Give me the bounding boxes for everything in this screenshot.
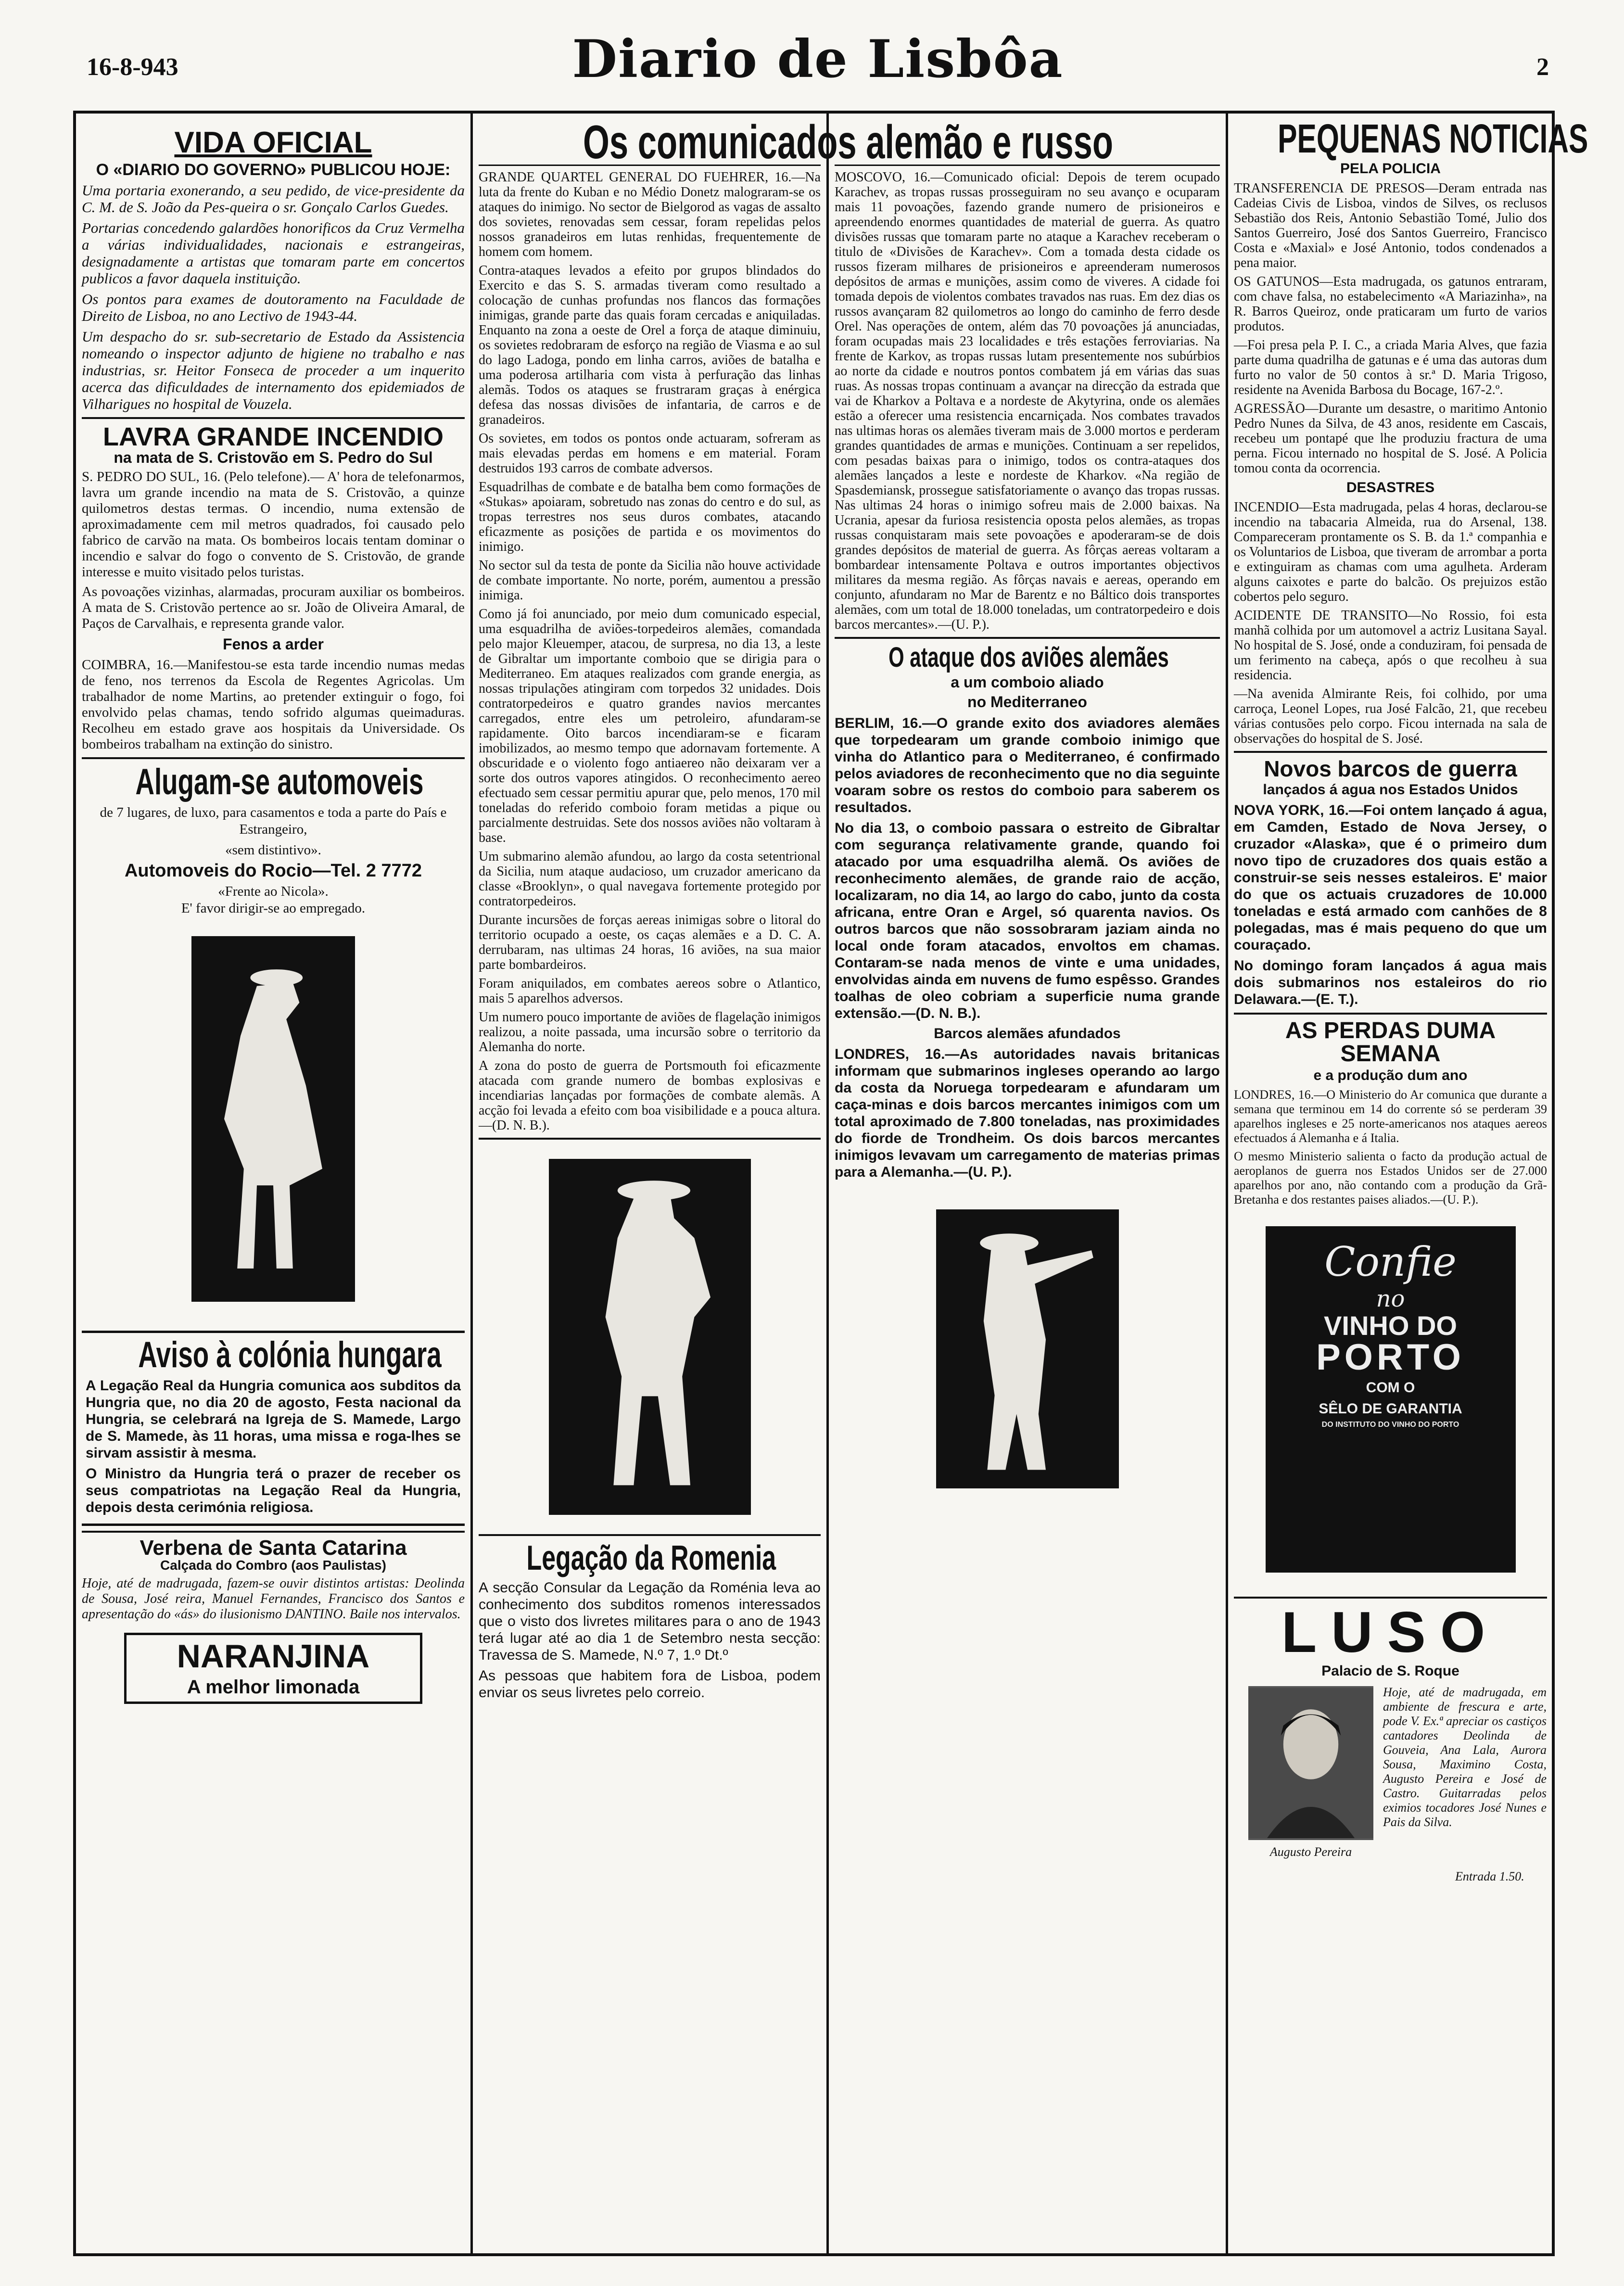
vida-p4: Um despacho do sr. sub-secretario de Estado da Assistencia nomeando o inspector adjunto de higiene no trabalho e nas industrias, sr. Heitor Fonseca de proceder a um inquerito acerca das dificuldades de internamento dos epidemiados de Vilharigues no hospital de Vouzela.	[82, 328, 465, 412]
alugam-phone: Automoveis do Rocio—Tel. 2 7772	[124, 861, 422, 881]
de-communique-p10: Um numero pouco importante de aviões de flagelação inimigos realizou, a noite passada, uma incursão sobre o territorio da Alemanha do norte.	[479, 1010, 821, 1054]
pequenas-p4: AGRESSÃO—Durante um desastre, o maritimo Antonio Pedro Nunes da Silva, de 43 anos, residente em Cascais, recebeu um pontapé que lhe produziu fractura de uma perna. Ficou internado no hospital de S. José. A Policia tomou conta da ocorrencia.	[1234, 401, 1547, 476]
perdas-heading: AS PERDAS DUMA SEMANA	[1285, 1018, 1496, 1067]
de-communique-p3: Os sovietes, em todos os pontos onde actuaram, sofreram as mais elevadas perdas em homens e em material. Foram destruidos 193 carros de combate adversos.	[479, 431, 821, 476]
barcos-p2: No domingo foram lançados á agua mais dois submarinos nos estaleiros do rio Delawara.—(E. T.).	[1234, 958, 1547, 1007]
aviso-heading	[86, 1334, 461, 1375]
aviso-p1: A Legação Real da Hungria comunica aos subditos da Hungria que, no dia 20 de agosto, Festa nacional da Hungria, se celebrará na Igreja de S. Mamede, Largo de S. Mamede, às 11 horas, uma missa e roga-lhes se sirvam assistir à mesma.	[86, 1378, 461, 1461]
ataque-sub1: a um comboio aliado	[951, 673, 1104, 691]
comunicados-heading-wrap	[470, 115, 1226, 168]
ru-communique-p1: MOSCOVO, 16.—Comunicado oficial: Depois de terem ocupado Karachev, as tropas russas prosseguiram no seu avanço e ocuparam mais 11 povoações, fazendo grande numero de prisioneiros e apreendendo enormes quantidades de material de guerra. As quatro divisões russas que tomaram parte no ataque a Karachev receberam o titulo de «Divisões de Karachev». Com a tomada desta cidade os russos fizeram milhares de prisioneiros e apreenderam numerosos depósitos de armas e munições, assim como de viveres. A cidade foi tomada depois de violentos combates travados nas ruas. Em dez dias os russos avançaram 82 quilometros ao longo do caminho de ferro desde Orel. Nas operações de ontem, além das 70 povoações já anunciadas, foram ocupadas mais 23 localidades e três estações ferroviarias. Na frente de Karkov, as tropas russas lutam presentemente nos subúrbios ao norte da cidade e noutros pontos combatem já em várias das suas ruas. As nossas tropas continuam a avançar na direcção da estrada que vai de Kharkov a Poltava e a nordeste de Akytyrina, onde os alemães estão a oferecer uma resistencia encarniçada. Nos combates travados nas ultimas horas os alemães tiveram mais de 3.000 mortos e perderam grandes quantidades de armas e munições. Continuam a ser repelidos, com pesadas baixas para o inimigo, todos os contra-ataques dos alemães lançados a leste e nordeste de Kharkov. «Na região de Spasdemiansk, prossegue satisfatoriamente o avanço das tropas russas. Nas ultimas 24 horas o inimigo sofreu mais de 2.000 baixas. Na Ucrania, apesar da furiosa resistencia oposta pelos alemães, as tropas russas conquistaram mais sete povoações e apoderaram-se de dois grandes depósitos de material de guerra. As fôrças aereas voltaram a bombardear intensamente Poltava e outros importantes objectivos militares da mesma região. As fôrças navais e aereas, operando em conjunto, afundaram no Mar de Barentz e no Báltico dois transportes alemães, com um total de 18.000 toneladas, um contratorpedeiro e dois barcos mercantes».—(U. P.).	[835, 170, 1220, 632]
alugam-heading	[82, 764, 465, 800]
alugam-note: E' favor dirigir-se ao empregado.	[181, 901, 366, 916]
newspaper-title: Diario de Lisbôa	[572, 29, 1064, 89]
cloaked-figure-icon	[191, 936, 355, 1302]
divider	[479, 1138, 821, 1140]
luso-venue: Palacio de S. Roque	[1321, 1663, 1459, 1679]
pequenas-heading	[1234, 116, 1588, 161]
pequenas-p7: —Na avenida Almirante Reis, foi colhido, por uma carroça, Leonel Lopes, rua José Falcão, 21, que recebeu várias contusões pelo corpo. Ficou internada na sala de observações do hospital de S. José.	[1234, 686, 1547, 746]
porto-line-1: Confie	[1324, 1238, 1457, 1285]
de-communique-p9: Foram aniquilados, em combates aereos sobre o Atlantico, mais 5 aparelhos adversos.	[479, 976, 821, 1006]
luso-caption: Augusto Pereira	[1269, 1845, 1352, 1859]
de-communique-p7: Um submarino alemão afundou, ao largo da costa setentrional da Sicilia, num ataque audacioso, um cruzador americano da classe «Brooklyn», o qual navegava fortemente protegido por contratorpedeiros.	[479, 849, 821, 909]
lavra-p1: S. PEDRO DO SUL, 16. (Pelo telefone).— A' hora de telefonarmos, lavra um grande incendio na mata de S. Cristovão, a quinze quilometros destas termas. O incendio, numa extensão de aproximadamente cem mil metros quadrados, foi causado pelo fabrico de carvão na mata. Os bombeiros locais tentam dominar o incendio e salvar do fogo o convento de S. Cristovão, de grande interesse e muito visitado pelos turistas.	[82, 469, 465, 580]
desastres-label: DESASTRES	[1346, 480, 1435, 495]
masthead	[87, 29, 1549, 96]
aviso-block	[82, 1331, 465, 1526]
verbena-heading: Verbena de Santa Catarina	[140, 1536, 407, 1560]
ataque-sub3: Barcos alemães afundados	[934, 1026, 1121, 1041]
luso-brand: LUSO	[1281, 1600, 1500, 1664]
romenia-heading	[479, 1541, 821, 1575]
pequenas-heading-text: PEQUENAS NOTICIAS	[1278, 116, 1588, 161]
cavalier-figure-icon	[549, 1159, 751, 1515]
romenia-p2: As pessoas que habitem fora de Lisboa, podem enviar os seus livretes pelo correio.	[479, 1668, 821, 1701]
porto-line-7: DO INSTITUTO DO VINHO DO PORTO	[1321, 1421, 1459, 1429]
de-communique-p6: Como já foi anunciado, por meio dum comunicado especial, uma esquadrilha de aviões-torpedeiros alemães, comandada pelo major Kleuemper, atacou, de surpresa, no dia 13, a leste de Gibraltar um importante comboio que se dirigia para o Mediterraneo. Em ataques realizados com grande energia, as nossas tripulações atingiram com torpedos 32 unidades. Dois contratorpedeiros e quatro grandes navios mercantes carregados, entre eles um petroleiro, afundaram-se rapidamente. Oito barcos incendiaram-se e ficaram imobilizados, ao mesmo tempo que adornavam fortemente. A obscuridade e o violento fogo antiaereo não deixaram ver a sorte dos outros vapores atingidos. O reconhecimento aereo efectuado sem cessar permitiu apurar que, pelo menos, 170 mil toneladas do referido comboio foram metidas a pique ou parcialmente destruidas. Sete dos nossos aviões não voltaram à base.	[479, 607, 821, 845]
ataque-heading	[835, 644, 1220, 672]
de-communique-p1: GRANDE QUARTEL GENERAL DO FUEHRER, 16.—Na luta da frente do Kuban e no Médio Donetz malograram-se os ataques do inimigo. No sector de Bielgorod as vagas de assalto dos sovietes, renovadas sem cessar, foram repelidas pelos nossos granadeiros em lutas renhidas, frequentemente de homem com homem.	[479, 170, 821, 259]
divider	[82, 757, 465, 759]
musketeer-illustration	[936, 1209, 1119, 1488]
perdas-subhead: e a produção dum ano	[1313, 1067, 1468, 1083]
ataque-p1: BERLIM, 16.—O grande exito dos aviadores alemães que torpedearam um grande comboio inimigo que vinha do Atlantico para o Mediterraneo, é confirmado pelos aviadores de reconhecimento que no dia seguinte voaram sobre os restos do comboio para saberem os resultados.	[835, 715, 1220, 815]
pequenas-p5: INCENDIO—Esta madrugada, pelas 4 horas, declarou-se incendio na tabacaria Almeida, rua do Arsenal, 138. Compareceram prontamente os S. B. da 1.ª companhia e os Voluntarios de Lisboa, que tiveram de arrombar a porta e extinguiram as chamas com uma agulheta. Arderam alguns caixotes e parte do balcão. Os prejuizos estão cobertos pelo seguro.	[1234, 500, 1547, 604]
lavra-sub2: Fenos a arder	[223, 635, 324, 653]
lavra-p2: As povoações vizinhas, alarmadas, procuram auxiliar os bombeiros. A mata de S. Cristovão pertence ao sr. João de Oliveira Amaral, de Paços de Carvalhais, e representa grande valor.	[82, 584, 465, 631]
de-communique-p11: A zona do posto de guerra de Portsmouth foi eficazmente atacada com grande numero de bombas explosivas e incendiarias lançadas por formações de combate alemãs. A acção foi levada a efeito com boa visibilidade e a pouca altura.—(D. N. B.).	[479, 1058, 821, 1133]
page-number: 2	[1536, 53, 1549, 81]
naranjina-brand: NARANJINA	[177, 1638, 370, 1675]
de-communique-p2: Contra-ataques levados a efeito por grupos blindados do Exercito e das S. S. armadas tiveram como resultado a colocação de cunhas profundas nos flancos das formações inimigas, grande parte das quais foram cercadas e aniquiladas. Enquanto na zona a oeste de Orel a força de ataque diminuiu, os sovietes redobraram de esforço na região de Viasma e ao sul do lago Ladoga, pondo em linha carros, aviões de batalha e uma poderosa artilharia com vista à perfuração das linhas alemãs. Todos os ataques se frustraram graças à enérgica defesa das nossas divisões de infantaria, de carros e de granadeiros.	[479, 263, 821, 427]
barcos-subhead: lançados á agua nos Estados Unidos	[1263, 782, 1518, 798]
porto-line-5: COM O	[1366, 1380, 1415, 1396]
perdas-p2: O mesmo Ministerio salienta o facto da produção actual de aeroplanos de guerra nos Estados Unidos ser de 27.000 aparelhos por ano, não contando com a produção da Grã-Bretanha e dos restantes paises aliados.—(U. P.).	[1234, 1149, 1547, 1206]
divider	[835, 637, 1220, 639]
alugam-p1: de 7 lugares, de luxo, para casamentos e toda a parte do País e Estrangeiro,	[100, 805, 447, 837]
vida-p2: Portarias concedendo galardões honorificos da Cruz Vermelha a várias individualidades, nacionais e estrangeiras, designadamente a artistas que tomaram parte em concertos publicos a favor daquela instituição.	[82, 219, 465, 287]
alugam-address: «Frente ao Nicola».	[218, 884, 329, 899]
lavra-subhead: na mata de S. Cristovão em S. Pedro do Sul	[114, 449, 433, 466]
vida-p3: Os pontos para exames de doutoramento na Faculdade de Direito de Lisboa, no ano Lectivo de 1943-44.	[82, 291, 465, 324]
vida-oficial-subhead: O «DIARIO DO GOVERNO» PUBLICOU HOJE:	[96, 161, 451, 179]
luso-body	[1234, 1681, 1547, 1883]
naranjina-ad	[124, 1633, 422, 1704]
de-communique-p8: Durante incursões de forças aereas inimigas sobre o litoral do territorio ocupado a oeste, os caças alemães e a D. C. A. derrubaram, nas ultimas 24 horas, 16 aviões, na sua maior parte bombardeiros.	[479, 913, 821, 972]
advertisement-illustration	[191, 936, 355, 1302]
ataque-p2: No dia 13, o comboio passara o estreito de Gibraltar com segurança relativamente grande, quando foi atacado por uma esquadrilha alemã. Os aviões de reconhecimento alemães, de grande raio de acção, localizaram, no dia 14, ao largo do cabo, junto da costa africana, entre Oran e Argel, só quarenta navios. Os outros barcos que não sossobraram jaziam ainda no local onde foram atacados, envoltos em chamas. Contaram-se nada menos de vinte e uma unidades, envolvidas ainda em nuvens de fumo espêsso. Grandes toalhas de oleo cobriam a superficie numa grande extensão.—(D. N. B.).	[835, 820, 1220, 1021]
porto-line-6: SÊLO DE GARANTIA	[1319, 1401, 1462, 1417]
column-1	[76, 114, 470, 2253]
divider	[1234, 751, 1547, 753]
pointing-figure-icon	[936, 1209, 1119, 1488]
verbena-subhead: Calçada do Combro (aos Paulistas)	[160, 1558, 386, 1573]
romenia-heading-text: Legação da Romenia	[526, 1539, 776, 1577]
luso-p1: Hoje, até de madrugada, em ambiente de frescura e arte, pode V. Ex.ª apreciar os castiços cantadores Deolinda de Gouveia, Ana Lala, Aurora Sousa, Maximino Costa, Augusto Pereira e José de Castro. Guitarradas pelos eximios tocadores José Nunes e Pais da Silva.	[1383, 1685, 1547, 1829]
luso-entry: Entrada 1.50.	[1455, 1869, 1524, 1883]
lavra-p3: COIMBRA, 16.—Manifestou-se esta tarde incendio numas medas de feno, nos terrenos da Escola de Regentes Agricolas. Um trabalhador de nome Martins, ao pretender extinguir o fogo, foi envolvido pelas chamas, tendo sofrido algumas queimaduras. Recolheu em estado grave aos hospitais da Universidade. Os bombeiros trabalham na extinção do sinistro.	[82, 657, 465, 752]
column-3	[826, 114, 1226, 2253]
divider	[1234, 1597, 1547, 1599]
aviso-p2: O Ministro da Hungria terá o prazer de receber os seus compatriotas na Legação Real da Hungria, depois desta cerimónia religiosa.	[86, 1466, 461, 1515]
barcos-heading: Novos barcos de guerra	[1264, 756, 1517, 781]
divider	[1234, 1013, 1547, 1015]
vinho-do-porto-ad	[1266, 1226, 1516, 1573]
perdas-p1: LONDRES, 16.—O Ministerio do Ar comunica que durante a semana que terminou em 14 do corrente só se perderam 39 aparelhos ingleses e 25 norte-americanos nos ataques aereos efectuados á Alemanha e á Italia.	[1234, 1088, 1547, 1145]
alugam-p2: «sem distintivo».	[225, 842, 321, 858]
issue-date: 16-8-943	[87, 53, 178, 81]
porto-line-2: no	[1376, 1285, 1405, 1312]
column-2	[470, 114, 826, 2253]
barcos-p1: NOVA YORK, 16.—Foi ontem lançado á agua, em Camden, Estado de Nova Jersey, o cruzador «Alaska», que é o primeiro dum novo tipo de cruzadores dos quais estão a construir-se seis nesses estaleiros. E' maior do que os actuais cruzadores de 10.000 toneladas e está armado com canhões de 8 polegadas, mas é mais pequeno do que um couraçado.	[1234, 802, 1547, 953]
column-4	[1226, 114, 1588, 2253]
page-frame	[73, 111, 1588, 2256]
divider	[82, 417, 465, 419]
pequenas-p2: OS GATUNOS—Esta madrugada, os gatunos entraram, com chave falsa, no estabelecimento «A Mariazinha», na R. Barros Queiroz, onde praticaram um furto de varios produtos.	[1234, 274, 1547, 334]
lavra-heading: LAVRA GRANDE INCENDIO	[102, 422, 444, 451]
alugam-heading-text: Alugam-se automoveis	[135, 762, 424, 802]
ataque-sub2: no Mediterraneo	[967, 693, 1087, 711]
comunicados-heading-text: Os comunicados alemão e russo	[583, 115, 1113, 168]
pela-policia-label: PELA POLICIA	[1340, 161, 1441, 177]
ataque-heading-text: O ataque dos aviões alemães	[888, 642, 1169, 673]
portrait-avatar-icon	[1248, 1686, 1373, 1840]
cavalier-illustration	[549, 1159, 751, 1515]
divider	[479, 1534, 821, 1536]
de-communique-p4: Esquadrilhas de combate e de batalha bem como formações de «Stukas» apoiaram, sobretudo nas zonas do centro e do sul, as tropas terrestres nos seus duros combates, atacando eficazmente as posições de partida e os movimentos do inimigo.	[479, 480, 821, 554]
porto-line-3: VINHO DO	[1324, 1310, 1457, 1341]
verbena-p1: Hoje, até de madrugada, fazem-se ouvir distintos artistas: Deolinda de Sousa, José reira, Manuel Fernandes, Francisco dos Santos e apresentação do «ás» do ilusionismo DANTINO. Baile nos intervalos.	[82, 1576, 465, 1622]
divider	[82, 1531, 465, 1533]
naranjina-tagline: A melhor limonada	[187, 1676, 360, 1698]
pequenas-p1: TRANSFERENCIA DE PRESOS—Deram entrada nas Cadeias Civis de Lisboa, vindos de Silves, os reclusos Sebastião dos Reis, Antonio Sebastião Tomé, Julio dos Santos Guerreiro, José dos Santos Guerreiro, Francisco Costa e «Maxial» e José Antonio, todos condenados a pena maior.	[1234, 181, 1547, 270]
aviso-heading-text: Aviso à colónia hungara	[138, 1334, 442, 1375]
ataque-p3: LONDRES, 16.—As autoridades navais britanicas informam que submarinos ingleses operando ao largo da costa da Noruega torpedearam e afundaram um caça-minas e dois barcos mercantes inimigos com um total aproximado de 7.800 toneladas, nas proximidades do fiorde de Trondheim. Os dois barcos mercantes inimigos levavam um carregamento de materias primas para a Alemanha.—(U. P.).	[835, 1046, 1220, 1180]
de-communique-p5: No sector sul da testa de ponte da Sicilia não houve actividade de combate importante. No norte, porém, aumentou a pressão inimiga.	[479, 558, 821, 603]
vida-oficial-heading: VIDA OFICIAL	[174, 126, 372, 159]
luso-portrait	[1248, 1686, 1373, 1840]
vida-p1: Uma portaria exonerando, a seu pedido, de vice-presidente da C. M. de S. João da Pes-queira o sr. Gonçalo Carlos Guedes.	[82, 182, 465, 216]
romenia-p1: A secção Consular da Legação da Roménia leva ao conhecimento dos subditos romenos interessados que o visto dos livretes militares para o ano de 1943 terá lugar até ao dia 1 de Setembro nesta secção: Travessa de S. Mamede, N.º 7, 1.º Dt.º	[479, 1580, 821, 1663]
porto-line-4: PORTO	[1316, 1337, 1465, 1378]
comunicados-heading	[470, 115, 1226, 168]
pequenas-p3: —Foi presa pela P. I. C., a criada Maria Alves, que fazia parte duma quadrilha de gatunas e é uma das autoras dum furto no valor de 50 contos à sr.ª D. Maria Trigoso, residente na Avenida Barbosa du Bocage, 167-2.º.	[1234, 338, 1547, 397]
pequenas-p6: ACIDENTE DE TRANSITO—No Rossio, foi esta manhã colhida por um automovel a actriz Lusitana Sayal. No hospital de S. José, onde a conduziram, foi pensada de um ferimento na cabeça, após o que recolheu à sua residencia.	[1234, 608, 1547, 683]
